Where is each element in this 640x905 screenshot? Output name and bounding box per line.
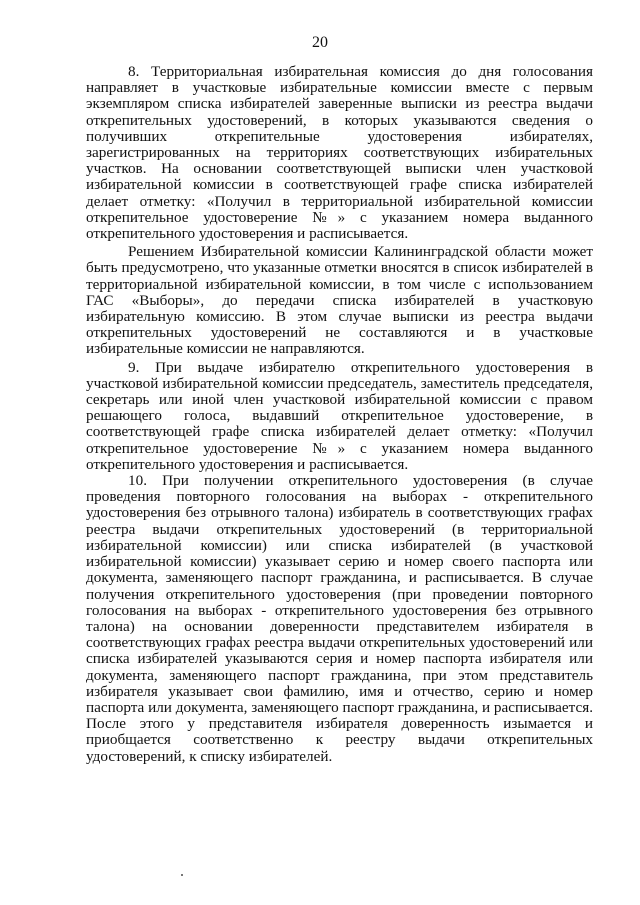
paragraph-decision-clause: Решением Избирательной комиссии Калининградской области может быть предусмотрено, что указанные отметки вносятся в список избирателей в территориальной избирательной комиссии, в том числе с использованием ГАС «Выборы», до передачи списка избирателей в участковую избирательную комиссию. В этом случае выписки из реестра выдачи открепительных удостоверений не составляются и в участковые избирательные комиссии не направляются. xyxy=(86,243,593,358)
page-number: 20 xyxy=(312,34,328,51)
paragraph-item-10: 10. При получении открепительного удостоверения (в случае проведения повторного голосования на выборах - открепительного удостоверения без отрывного талона) избиратель в соответствующих графах реестра выдачи открепительных удостоверений (в территориальной избирательной комиссии) или списка избирателей (в участковой избирательной комиссии) указывает серию и номер своего паспорта или документа, заменяющего паспорт гражданина, и расписывается. В случае получения открепительного удостоверения (при проведении повторного голосования на выборах - открепительного удостоверения без отрывного талона) на основании доверенности представителем избирателя в соответствующих графах реестра выдачи открепительных удостоверений или списка избирателей указываются серия и номер паспорта избирателя или документа, заменяющего паспорт гражданина, при этом представитель избирателя указывает свои фамилию, имя и отчество, серию и номер паспорта или документа, заменяющего паспорт гражданина, и расписывается. После этого у представителя избирателя доверенность изымается и приобщается соответственно к реестру выдачи открепительных удостоверений, к списку избирателей. xyxy=(86,472,593,765)
scan-speck xyxy=(181,874,183,876)
document-body xyxy=(86,64,593,765)
paragraph-item-8: 8. Территориальная избирательная комиссия до дня голосования направляет в участковые избирательные комиссии вместе с первым экземпляром списка избирателей заверенные выписки из реестра выдачи открепительных удостоверений, в которых указываются сведения о получивших открепительные удостоверения избирателях, зарегистрированных на территориях соответствующих избирательных участков. На основании соответствующей выписки член участковой избирательной комиссии в соответствующей графе списка избирателей делает отметку: «Получил в территориальной избирательной комиссии открепительное удостоверение №» с указанием номера выданного открепительного удостоверения и расписывается. xyxy=(86,63,593,243)
paragraph-item-9: 9. При выдаче избирателю открепительного удостоверения в участковой избирательной комиссии председатель, заместитель председателя, секретарь или иной член участковой избирательной комиссии с правом решающего голоса, выдавший открепительное удостоверение, в соответствующей графе списка избирателей делает отметку: «Получил открепительное удостоверение №» с указанием номера выданного открепительного удостоверения и расписывается. xyxy=(86,358,593,473)
